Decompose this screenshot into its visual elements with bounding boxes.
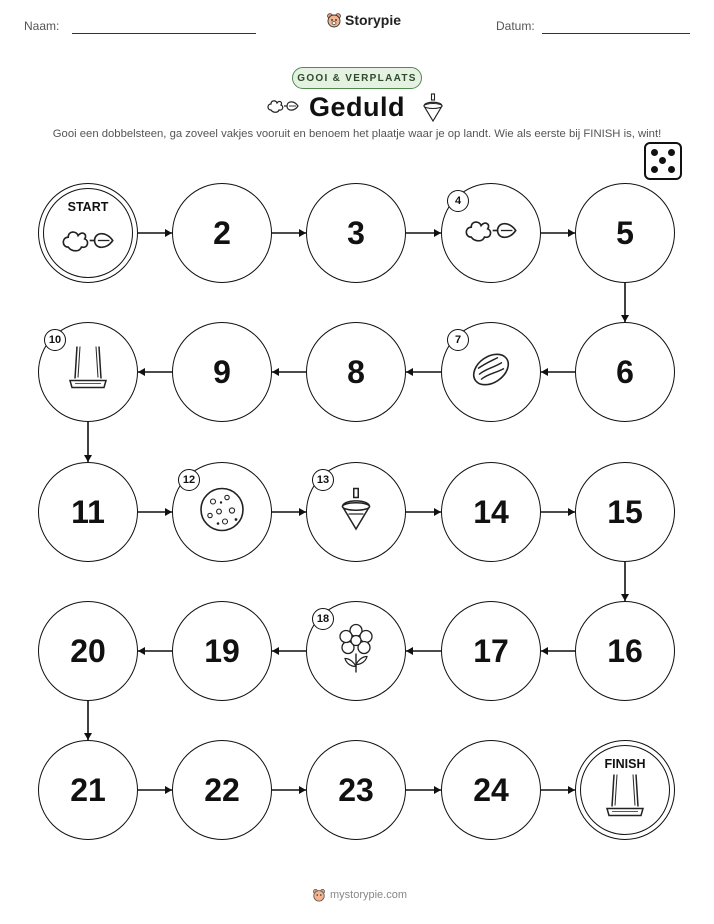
arrow-head (138, 647, 145, 655)
arrow-head (568, 508, 575, 516)
breath-cloud-icon (60, 223, 116, 262)
space-number: 6 (616, 353, 634, 390)
spinning-top-icon (338, 486, 374, 539)
brand-name: Storypie (345, 12, 402, 28)
arrow-head (165, 229, 172, 237)
board-space-17[interactable] (441, 601, 541, 701)
arrow-head (165, 508, 172, 516)
board-space-4[interactable] (441, 183, 541, 283)
arrow-head (621, 315, 629, 322)
breath-cloud-icon (463, 214, 519, 253)
board-space-5[interactable] (575, 183, 675, 283)
date-label: Datum: (496, 19, 535, 33)
board-space-8[interactable] (306, 322, 406, 422)
arrow-head (299, 508, 306, 516)
arrow-head (621, 594, 629, 601)
board-space-10[interactable] (38, 322, 138, 422)
space-number: 16 (607, 632, 643, 669)
space-number: 23 (338, 771, 374, 808)
space-number-tag: 12 (178, 469, 200, 491)
space-number: 8 (347, 353, 365, 390)
arrow-head (434, 229, 441, 237)
arrow-head (138, 368, 145, 376)
board-space-13[interactable] (306, 462, 406, 562)
swing-icon (67, 345, 109, 400)
space-number: 19 (204, 632, 240, 669)
footer (312, 888, 407, 902)
space-number: 11 (71, 493, 105, 530)
board-space-9[interactable] (172, 322, 272, 422)
name-label: Naam: (24, 19, 60, 33)
arrow-head (568, 229, 575, 237)
space-number-tag: 4 (447, 190, 469, 212)
arrow-head (434, 508, 441, 516)
cookie-icon (197, 485, 247, 540)
space-number: 22 (204, 771, 240, 808)
arrow-head (299, 229, 306, 237)
board-space-12[interactable] (172, 462, 272, 562)
board-space-16[interactable] (575, 601, 675, 701)
arrow-head (272, 647, 279, 655)
instructions-text: Gooi een dobbelsteen, ga zoveel vakjes vooruit en benoem het plaatje waar je op landt. Wie als eerste bij FINISH is, wint! (52, 128, 662, 140)
space-number: 17 (473, 632, 509, 669)
flower-icon (336, 623, 376, 680)
arrow-head (272, 368, 279, 376)
start-space[interactable] (38, 183, 138, 283)
swing-icon (604, 772, 646, 827)
board-space-15[interactable] (575, 462, 675, 562)
space-number-tag: 18 (312, 608, 334, 630)
arrow-head (568, 786, 575, 794)
board-space-11[interactable] (38, 462, 138, 562)
space-number-tag: 13 (312, 469, 334, 491)
space-number-tag: 10 (44, 329, 66, 351)
finish-label: FINISH (604, 757, 646, 771)
finish-space[interactable] (575, 740, 675, 840)
board-space-3[interactable] (306, 183, 406, 283)
footer-url: mystorypie.com (330, 889, 408, 901)
space-number: 2 (213, 214, 231, 251)
start-label: START (67, 200, 109, 214)
space-number: 15 (607, 493, 643, 530)
arrow-head (299, 786, 306, 794)
board-space-24[interactable] (441, 740, 541, 840)
arrow-head (434, 786, 441, 794)
arrow-head (165, 786, 172, 794)
board-space-18[interactable] (306, 601, 406, 701)
page-title: Geduld (309, 92, 405, 122)
board-space-20[interactable] (38, 601, 138, 701)
seed-icon (468, 347, 514, 398)
arrow-head (406, 647, 413, 655)
board-space-7[interactable] (441, 322, 541, 422)
board-space-22[interactable] (172, 740, 272, 840)
board-space-2[interactable] (172, 183, 272, 283)
board-space-21[interactable] (38, 740, 138, 840)
arrow-head (406, 368, 413, 376)
bear-mascot-icon (312, 888, 326, 902)
board-space-19[interactable] (172, 601, 272, 701)
space-number: 3 (347, 214, 365, 251)
arrow-head (84, 455, 92, 462)
space-number: 21 (70, 771, 106, 808)
arrow-head (541, 647, 548, 655)
space-number: 9 (213, 353, 231, 390)
arrow-head (541, 368, 548, 376)
space-number: 14 (473, 493, 509, 530)
board-space-23[interactable] (306, 740, 406, 840)
board-space-6[interactable] (575, 322, 675, 422)
space-number-tag: 7 (447, 329, 469, 351)
space-number: 5 (616, 214, 634, 251)
board-space-14[interactable] (441, 462, 541, 562)
space-number: 24 (473, 771, 509, 808)
activity-badge: GOOI & VERPLAATS (292, 67, 422, 89)
space-number: 20 (70, 632, 106, 669)
arrow-head (84, 733, 92, 740)
